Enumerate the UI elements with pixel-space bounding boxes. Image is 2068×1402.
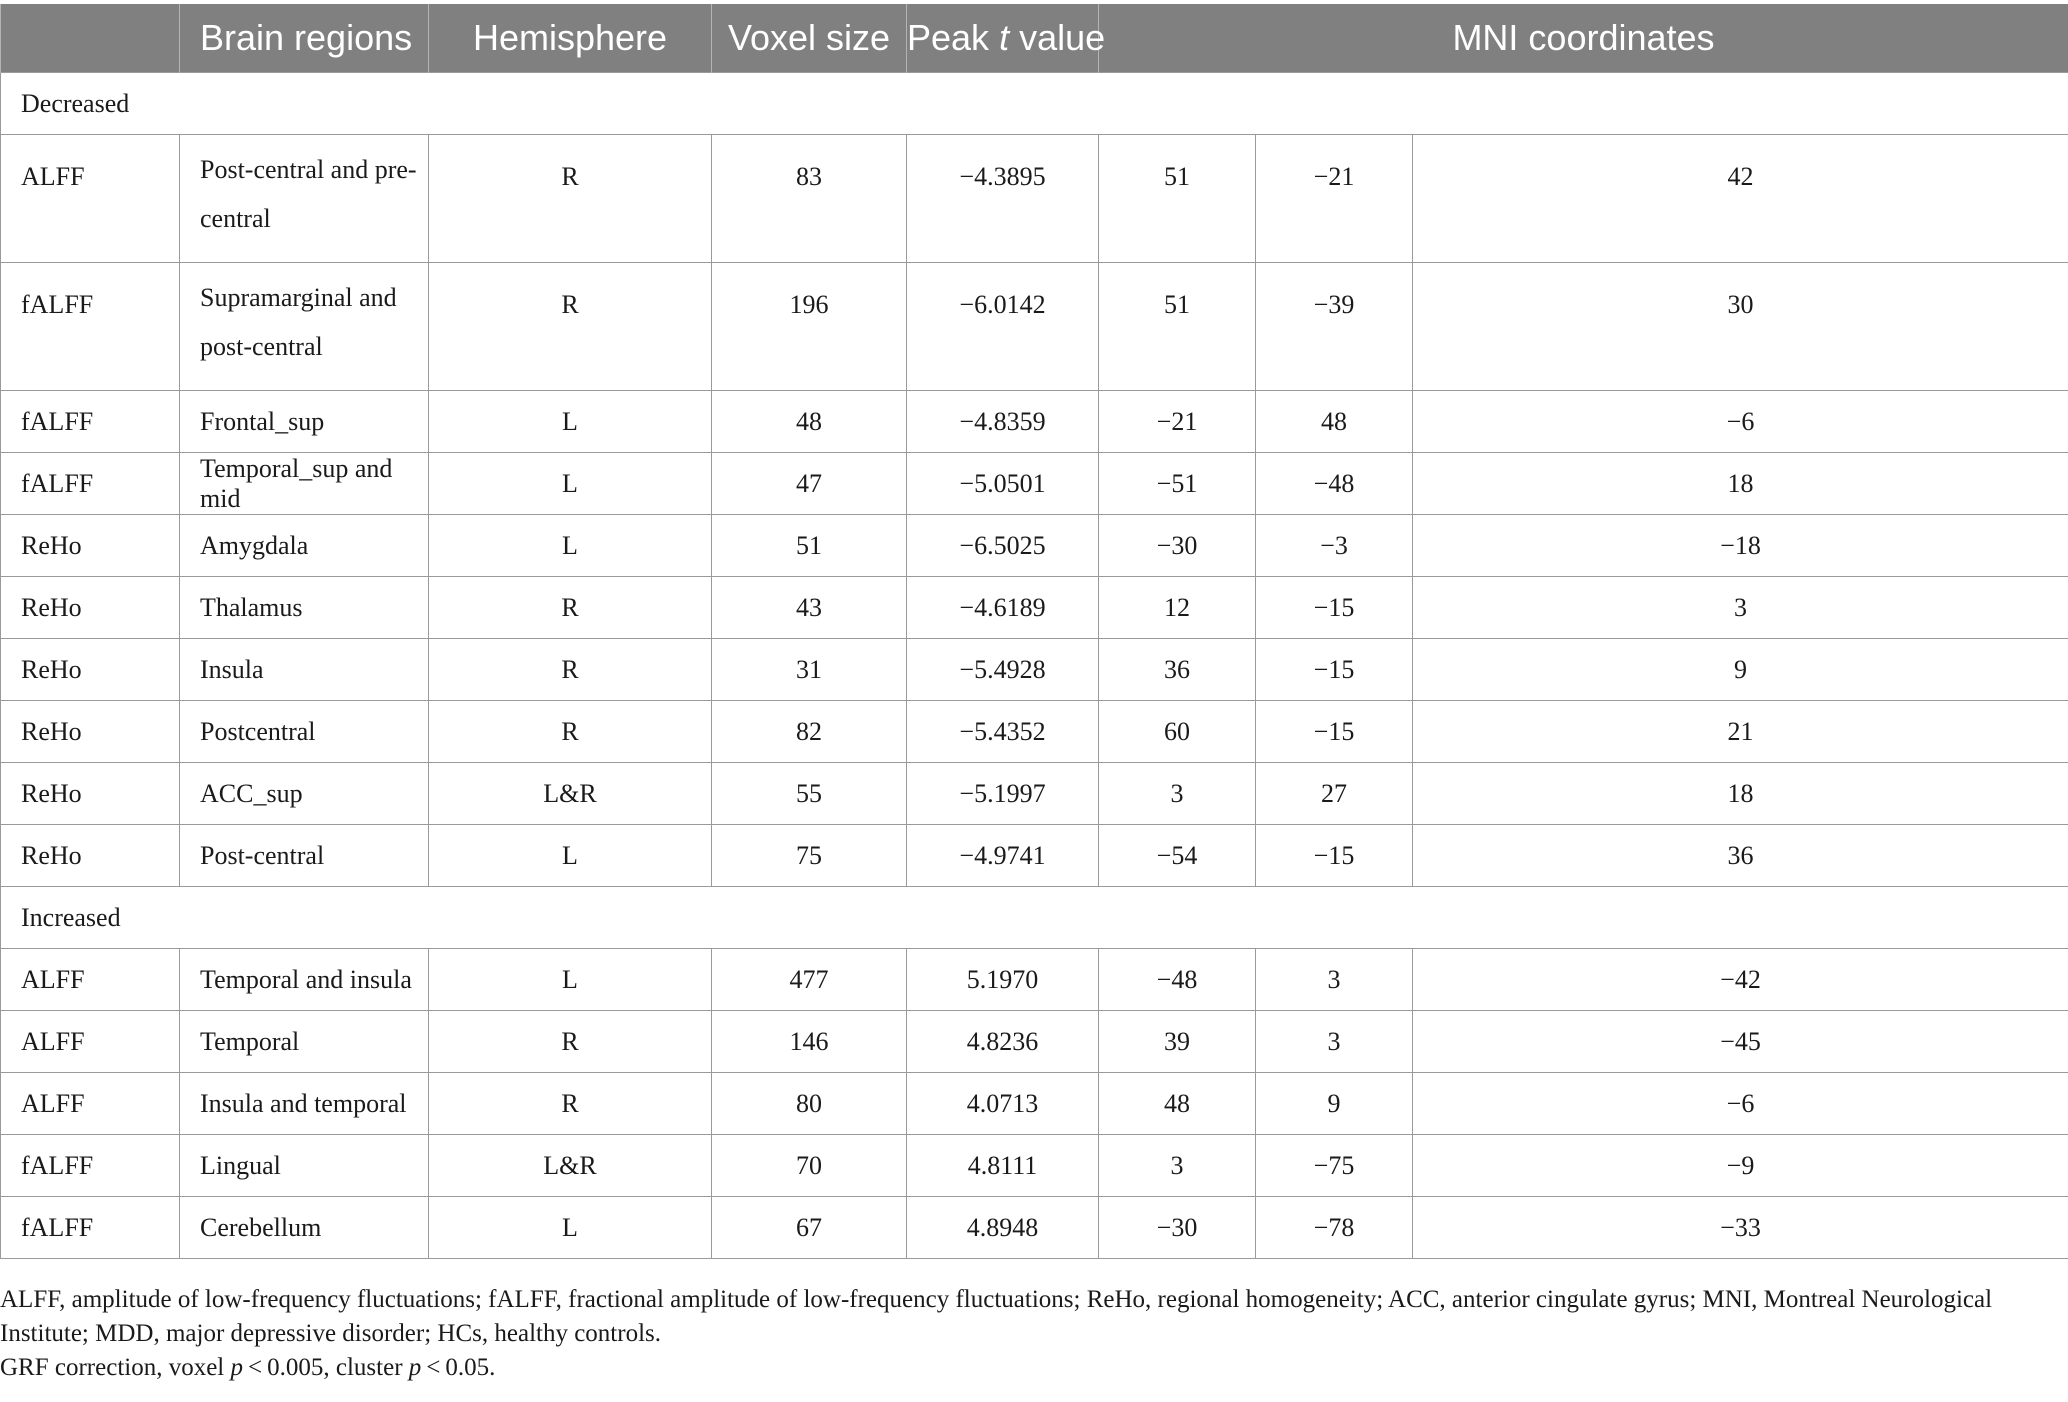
- cell-brain-region: Supramarginal and post-central: [180, 263, 429, 391]
- cell-peak-t: −4.8359: [907, 391, 1099, 453]
- cell-mni-x: −48: [1099, 949, 1256, 1011]
- cell-hemisphere: L&R: [429, 1135, 712, 1197]
- cell-measure: fALFF: [1, 1135, 180, 1197]
- cell-mni-z: 3: [1413, 577, 2068, 639]
- table-row: [1, 825, 2068, 887]
- cell-brain-region: Frontal_sup: [180, 391, 429, 453]
- cell-peak-t: 4.8111: [907, 1135, 1099, 1197]
- cell-measure: fALFF: [1, 391, 180, 453]
- header-measure: [1, 4, 180, 73]
- cell-brain-region: Amygdala: [180, 515, 429, 577]
- cell-mni-z: −45: [1413, 1011, 2068, 1073]
- cell-hemisphere: R: [429, 639, 712, 701]
- cell-mni-z: 18: [1413, 453, 2068, 515]
- cell-measure: ALFF: [1, 1011, 180, 1073]
- table-row: [1, 391, 2068, 453]
- cell-peak-t: −5.1997: [907, 763, 1099, 825]
- cell-mni-x: 60: [1099, 701, 1256, 763]
- cell-mni-z: 36: [1413, 825, 2068, 887]
- table-row: [1, 1197, 2068, 1259]
- group-label-increased: Increased: [1, 887, 2068, 949]
- header-peak-t: t: [999, 17, 1010, 58]
- cell-mni-y: −39: [1256, 263, 1413, 391]
- cell-measure: ReHo: [1, 825, 180, 887]
- cell-brain-region: Temporal: [180, 1011, 429, 1073]
- cell-mni-x: 12: [1099, 577, 1256, 639]
- results-table: [0, 4, 2068, 1259]
- cell-mni-y: −78: [1256, 1197, 1413, 1259]
- cell-mni-y: −48: [1256, 453, 1413, 515]
- cell-measure: ReHo: [1, 763, 180, 825]
- cell-peak-t: 4.0713: [907, 1073, 1099, 1135]
- cell-mni-y: −75: [1256, 1135, 1413, 1197]
- cell-hemisphere: R: [429, 577, 712, 639]
- cell-mni-x: −30: [1099, 515, 1256, 577]
- cell-mni-x: 48: [1099, 1073, 1256, 1135]
- cell-brain-region: Thalamus: [180, 577, 429, 639]
- cell-mni-z: −18: [1413, 515, 2068, 577]
- table-row: [1, 577, 2068, 639]
- footnote-correction-prefix: GRF correction, voxel: [0, 1354, 231, 1381]
- cell-voxel-size: 55: [712, 763, 907, 825]
- footnote-correction-mid2: < 0.05.: [421, 1354, 496, 1381]
- footnote-abbreviations: ALFF, amplitude of low-frequency fluctuations; fALFF, fractional amplitude of low-frequency fluctuations; ReHo, regional homogeneity; ACC, anterior cingulate gyrus; MNI, Montreal Neurological Institute; MDD, major depressive disorder; HCs, healthy controls.: [0, 1286, 1993, 1347]
- cell-hemisphere: L: [429, 515, 712, 577]
- header-mni-coordinates: MNI coordinates: [1099, 4, 2068, 73]
- table-footnotes: [0, 1283, 2050, 1385]
- cell-brain-region: Postcentral: [180, 701, 429, 763]
- cell-mni-x: 3: [1099, 1135, 1256, 1197]
- cell-brain-region: Cerebellum: [180, 1197, 429, 1259]
- cell-brain-region: Lingual: [180, 1135, 429, 1197]
- cell-voxel-size: 80: [712, 1073, 907, 1135]
- cell-peak-t: 4.8948: [907, 1197, 1099, 1259]
- cell-voxel-size: 43: [712, 577, 907, 639]
- header-peak-suffix: value: [1009, 17, 1106, 58]
- cell-measure: ALFF: [1, 949, 180, 1011]
- cell-voxel-size: 48: [712, 391, 907, 453]
- cell-mni-z: 30: [1413, 263, 2068, 391]
- cell-hemisphere: L: [429, 1197, 712, 1259]
- header-peak-t-value: [907, 4, 1106, 73]
- cell-measure: fALFF: [1, 1197, 180, 1259]
- cell-voxel-size: 31: [712, 639, 907, 701]
- table-row: [1, 1073, 2068, 1135]
- cell-hemisphere: L: [429, 453, 712, 515]
- cell-brain-region: Insula: [180, 639, 429, 701]
- cell-mni-x: 51: [1099, 135, 1256, 263]
- footnote-p-voxel: p: [230, 1354, 244, 1381]
- cell-brain-region: Insula and temporal: [180, 1073, 429, 1135]
- cell-mni-z: −9: [1413, 1135, 2068, 1197]
- table-body: [1, 73, 2068, 1259]
- footnote-correction: [0, 1351, 2050, 1385]
- cell-mni-y: −15: [1256, 701, 1413, 763]
- table-row: [1, 763, 2068, 825]
- cell-brain-region: Post-central: [180, 825, 429, 887]
- cell-mni-x: −54: [1099, 825, 1256, 887]
- cell-mni-y: −15: [1256, 639, 1413, 701]
- table-row: [1, 639, 2068, 701]
- cell-peak-t: −5.4928: [907, 639, 1099, 701]
- cell-hemisphere: R: [429, 135, 712, 263]
- table-row: [1, 135, 2068, 263]
- cell-mni-y: 9: [1256, 1073, 1413, 1135]
- group-label-decreased: Decreased: [1, 73, 2068, 135]
- cell-measure: ReHo: [1, 701, 180, 763]
- table-row: [1, 515, 2068, 577]
- footnote-p-cluster: p: [408, 1354, 422, 1381]
- cell-voxel-size: 51: [712, 515, 907, 577]
- cell-peak-t: 5.1970: [907, 949, 1099, 1011]
- header-row: [1, 4, 2068, 73]
- cell-brain-region: ACC_sup: [180, 763, 429, 825]
- cell-mni-y: 48: [1256, 391, 1413, 453]
- cell-voxel-size: 82: [712, 701, 907, 763]
- cell-mni-z: −6: [1413, 391, 2068, 453]
- cell-measure: ReHo: [1, 577, 180, 639]
- group-row: [1, 887, 2068, 949]
- cell-measure: ALFF: [1, 135, 180, 263]
- cell-peak-t: −5.4352: [907, 701, 1099, 763]
- cell-measure: ReHo: [1, 639, 180, 701]
- cell-mni-y: −15: [1256, 577, 1413, 639]
- cell-mni-z: −42: [1413, 949, 2068, 1011]
- cell-hemisphere: R: [429, 1011, 712, 1073]
- table-row: [1, 949, 2068, 1011]
- cell-mni-x: 39: [1099, 1011, 1256, 1073]
- cell-mni-z: 9: [1413, 639, 2068, 701]
- cell-peak-t: −4.3895: [907, 135, 1099, 263]
- cell-mni-y: −21: [1256, 135, 1413, 263]
- cell-mni-x: 51: [1099, 263, 1256, 391]
- cell-hemisphere: L&R: [429, 763, 712, 825]
- cell-voxel-size: 67: [712, 1197, 907, 1259]
- table-row: [1, 1135, 2068, 1197]
- cell-mni-y: −15: [1256, 825, 1413, 887]
- cell-hemisphere: L: [429, 391, 712, 453]
- cell-voxel-size: 47: [712, 453, 907, 515]
- cell-measure: fALFF: [1, 263, 180, 391]
- cell-mni-x: −21: [1099, 391, 1256, 453]
- cell-peak-t: −6.5025: [907, 515, 1099, 577]
- cell-voxel-size: 196: [712, 263, 907, 391]
- cell-hemisphere: L: [429, 949, 712, 1011]
- cell-voxel-size: 477: [712, 949, 907, 1011]
- cell-hemisphere: R: [429, 701, 712, 763]
- cell-measure: ReHo: [1, 515, 180, 577]
- cell-mni-y: 27: [1256, 763, 1413, 825]
- table-row: [1, 701, 2068, 763]
- header-brain-regions: Brain regions: [180, 4, 429, 73]
- header-peak-prefix: Peak: [907, 17, 1000, 58]
- cell-brain-region: Post-central and pre-central: [180, 135, 429, 263]
- cell-peak-t: −4.6189: [907, 577, 1099, 639]
- header-hemisphere: Hemisphere: [429, 4, 712, 73]
- cell-mni-x: 36: [1099, 639, 1256, 701]
- cell-measure: fALFF: [1, 453, 180, 515]
- cell-mni-y: 3: [1256, 949, 1413, 1011]
- cell-voxel-size: 75: [712, 825, 907, 887]
- footnote-correction-mid1: < 0.005, cluster: [243, 1354, 409, 1381]
- cell-mni-x: −30: [1099, 1197, 1256, 1259]
- group-row: [1, 73, 2068, 135]
- cell-brain-region: Temporal and insula: [180, 949, 429, 1011]
- cell-peak-t: −6.0142: [907, 263, 1099, 391]
- cell-mni-z: −6: [1413, 1073, 2068, 1135]
- cell-mni-y: 3: [1256, 1011, 1413, 1073]
- header-voxel-size: Voxel size: [712, 4, 907, 73]
- cell-voxel-size: 83: [712, 135, 907, 263]
- cell-voxel-size: 146: [712, 1011, 907, 1073]
- cell-peak-t: −4.9741: [907, 825, 1099, 887]
- cell-peak-t: −5.0501: [907, 453, 1099, 515]
- table-row: [1, 1011, 2068, 1073]
- cell-voxel-size: 70: [712, 1135, 907, 1197]
- table-row: [1, 263, 2068, 391]
- cell-measure: ALFF: [1, 1073, 180, 1135]
- cell-hemisphere: L: [429, 825, 712, 887]
- cell-mni-x: −51: [1099, 453, 1256, 515]
- cell-mni-z: 42: [1413, 135, 2068, 263]
- cell-mni-z: 21: [1413, 701, 2068, 763]
- cell-mni-x: 3: [1099, 763, 1256, 825]
- cell-peak-t: 4.8236: [907, 1011, 1099, 1073]
- cell-mni-z: −33: [1413, 1197, 2068, 1259]
- cell-hemisphere: R: [429, 1073, 712, 1135]
- cell-mni-z: 18: [1413, 763, 2068, 825]
- cell-brain-region: Temporal_sup and mid: [180, 453, 429, 515]
- table-row: [1, 453, 2068, 515]
- cell-hemisphere: R: [429, 263, 712, 391]
- cell-mni-y: −3: [1256, 515, 1413, 577]
